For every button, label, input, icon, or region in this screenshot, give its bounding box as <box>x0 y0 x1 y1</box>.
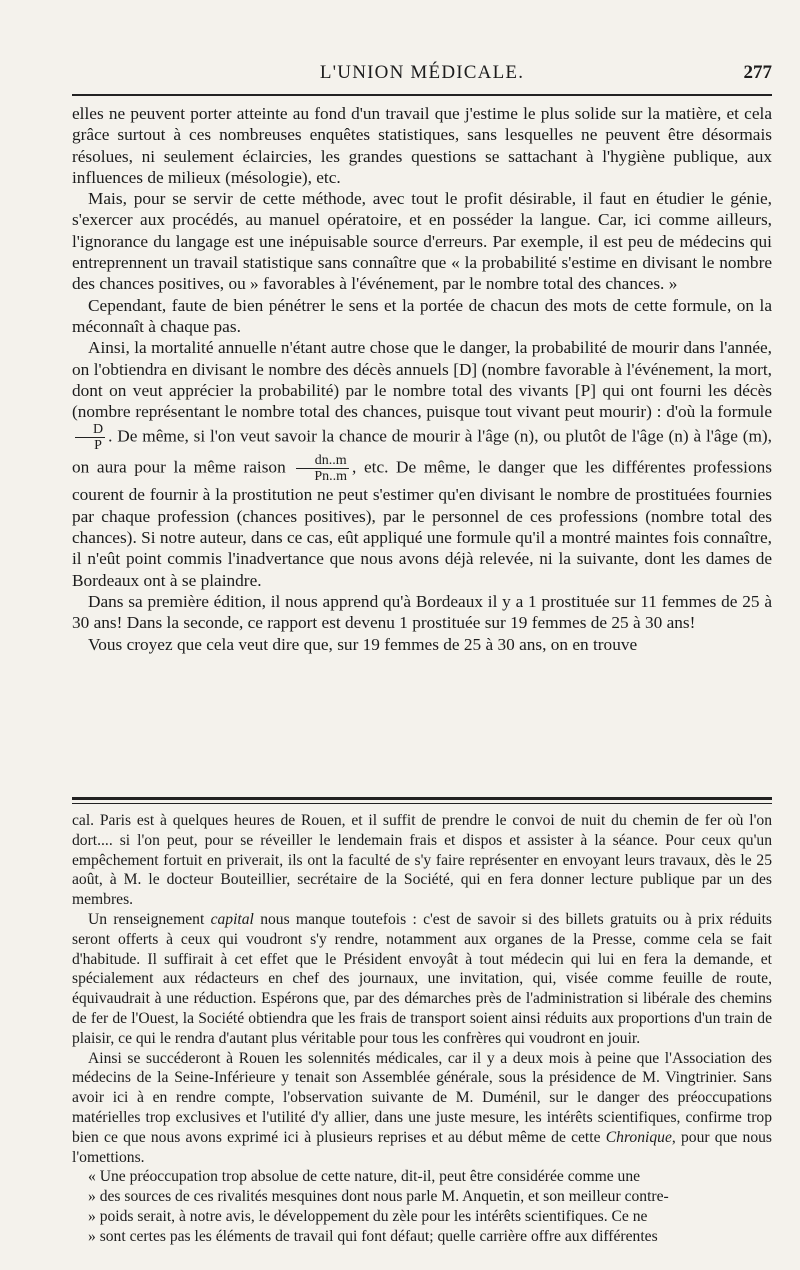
paragraph-4-text-b: . De même, si l'on veut savoir la chance de mourir à l'âge (n), ou plutôt de l'âge (n) à l'âge (m), on aura pour la même raison <box>72 426 772 477</box>
feuilleton-paragraph-2 <box>72 910 772 1049</box>
formula-d-over-p <box>75 422 105 453</box>
formula-age-numerator: dn..m <box>296 453 349 469</box>
feuilleton-rule-thick <box>72 797 772 800</box>
page-number: 277 <box>743 62 772 83</box>
quote-line-2: » des sources de ces rivalités mesquines dont nous parle M. Anquetin, et son meilleur contre- <box>88 1188 669 1206</box>
header-rule <box>72 94 772 96</box>
quote-line-1: « Une préoccupation trop absolue de cette nature, dit-il, peut être considérée comme une <box>88 1168 641 1186</box>
feuilleton-p3-text-b: , pour que nous l'omettions. <box>72 1128 772 1166</box>
feuilleton-paragraph-1: cal. Paris est à quelques heures de Rouen, et il suffit de prendre le convoi de nuit du chemin de fer où l'on dort.... si l'on peut, pour se réveiller le lendemain frais et dispos et assister à la séance. Pour ceux qu'un empêchement fortuit en priverait, ils ont la faculté de s'y faire représenter en envoyant leurs travaux, dès le 25 août, à M. le docteur Bouteillier, secrétaire de la Société, qui en fera donner lecture publique par un des membres. <box>72 812 772 909</box>
paragraph-1: elles ne peuvent porter atteinte au fond d'un travail que j'estime le plus solide sur la matière, et cela grâce surtout à ces nombreuses enquêtes statistiques, sans lesquelles ne peuvent être désormais résolues, ni seulement éclaircies, les grandes questions se sattachant à l'hygiène publique, aux influences de milieux (mésologie), etc. <box>72 104 772 187</box>
paragraph-4 <box>72 337 772 591</box>
paragraph-3: Cependant, faute de bien pénétrer le sens et la portée de chacun des mots de cette formule, on la méconnaît à chaque pas. <box>72 295 772 336</box>
feuilleton-section <box>72 811 772 1247</box>
paragraph-6: Vous croyez que cela veut dire que, sur 19 femmes de 25 à 30 ans, on en trouve <box>88 634 638 654</box>
running-head <box>72 62 772 88</box>
article-body <box>72 103 772 655</box>
paragraph-4-text-a: Ainsi, la mortalité annuelle n'étant autre chose que le danger, la probabilité de mourir dans l'année, on l'obtiendra en divisant le nombre des décès annuels [D] (nombre favorable à l'événement, la mort, dont on veut apprécier la probabilité) par le nombre total des vivants [P] qui ont fourni les décès (nombre représentant le nombre total des chances, puisque tout vivant peut mourir) : d'où la formule <box>72 338 772 422</box>
feuilleton-p2-text-a: Un renseignement <box>88 910 205 928</box>
feuilleton-p2-text-b: nous manque toutefois : c'est de savoir si des billets gratuits ou à prix réduits seront offerts à ceux qui voudront s'y rendre, notamment aux organes de la Presse, comme cela se fait d'habitude. Il suffirait à cet effet que le Président envoyât à tout médecin qui lui en fera la demande, et spécialement aux rédacteurs en chef des journaux, une invitation, qui, visée comme feuille de route, équivaudrait à une réduction. Espérons que, par des démarches près de l'administration si libérale des chemins de fer de l'Ouest, la Société obtiendra que les frais de transport soient ainsi réduits aux proportions d'un train de plaisir, ce qui le rendra d'autant plus véritable pour tous les confrères qui voudront en jouir. <box>72 910 772 1047</box>
formula-numerator: D <box>75 422 105 438</box>
feuilleton-rule-thin <box>72 803 772 804</box>
quote-line-4: » sont certes pas les éléments de travail qui font défaut; quelle carrière offre aux différentes <box>88 1227 658 1245</box>
feuilleton-paragraph-3 <box>72 1049 772 1168</box>
paragraph-2: Mais, pour se servir de cette méthode, avec tout le profit désirable, il faut en étudier le génie, s'exercer aux procédés, au manuel opératoire, et en posséder la langue. Car, ici comme ailleurs, l'ignorance du langage est une inépuisable source d'erreurs. Par exemple, il est peu de médecins qui entreprennent un travail statistique sans connaître que « la probabilité s'estime en divisant le nombre des chances positives, ou » favorables à l'événement, par le nombre total des chances. » <box>72 189 772 294</box>
feuilleton-p3-text-a: Ainsi se succéderont à Rouen les solennités médicales, car il y a deux mois à peine que l'Association des médecins de la Seine-Inférieure y tenait son Assemblée générale, sous la présidence de M. Vingtrinier. Sans avoir ici à en rendre compte, l'observation suivante de M. Duménil, sur le danger des préoccupations matérielles trop exclusives et l'utilité d'y allier, dans une juste mesure, les intérêts scientifiques, confirme trop bien ce que nous avons exprimé ici à plusieurs reprises et au début même de cette <box>72 1049 772 1146</box>
journal-title: L'UNION MÉDICALE. <box>319 62 525 83</box>
paragraph-5: Dans sa première édition, il nous apprend qu'à Bordeaux il y a 1 prostituée sur 11 femmes de 25 à 30 ans! Dans la seconde, ce rapport est devenu 1 prostituée sur 19 femmes de 25 à 30 ans! <box>72 591 772 633</box>
formula-age-ratio <box>296 453 349 484</box>
feuilleton-p2-italic: capital <box>210 910 254 928</box>
feuilleton-p3-italic: Chronique <box>605 1128 672 1146</box>
formula-denominator: P <box>94 438 102 454</box>
quote-line-3: » poids serait, à notre avis, le développement du zèle pour les intérêts scientifiques. Ce ne <box>88 1207 648 1225</box>
paragraph-4-text-c: , etc. De même, le danger que les différentes professions courent de fournir à la prostitution ne peut s'estimer qu'en divisant le nombre de prostituées fournies par chaque profession (chances positives), par le personnel de ces professions (nombre total des chances). Si notre auteur, dans ce cas, eût appliqué une formule qu'il a montré maintes fois connaître, il n'eût point commis l'inadvertance que nous avons déjà relevée, ni la suivante, dont les dames de Bordeaux ont à se plaindre. <box>72 457 772 590</box>
formula-age-denominator: Pn..m <box>314 469 348 485</box>
